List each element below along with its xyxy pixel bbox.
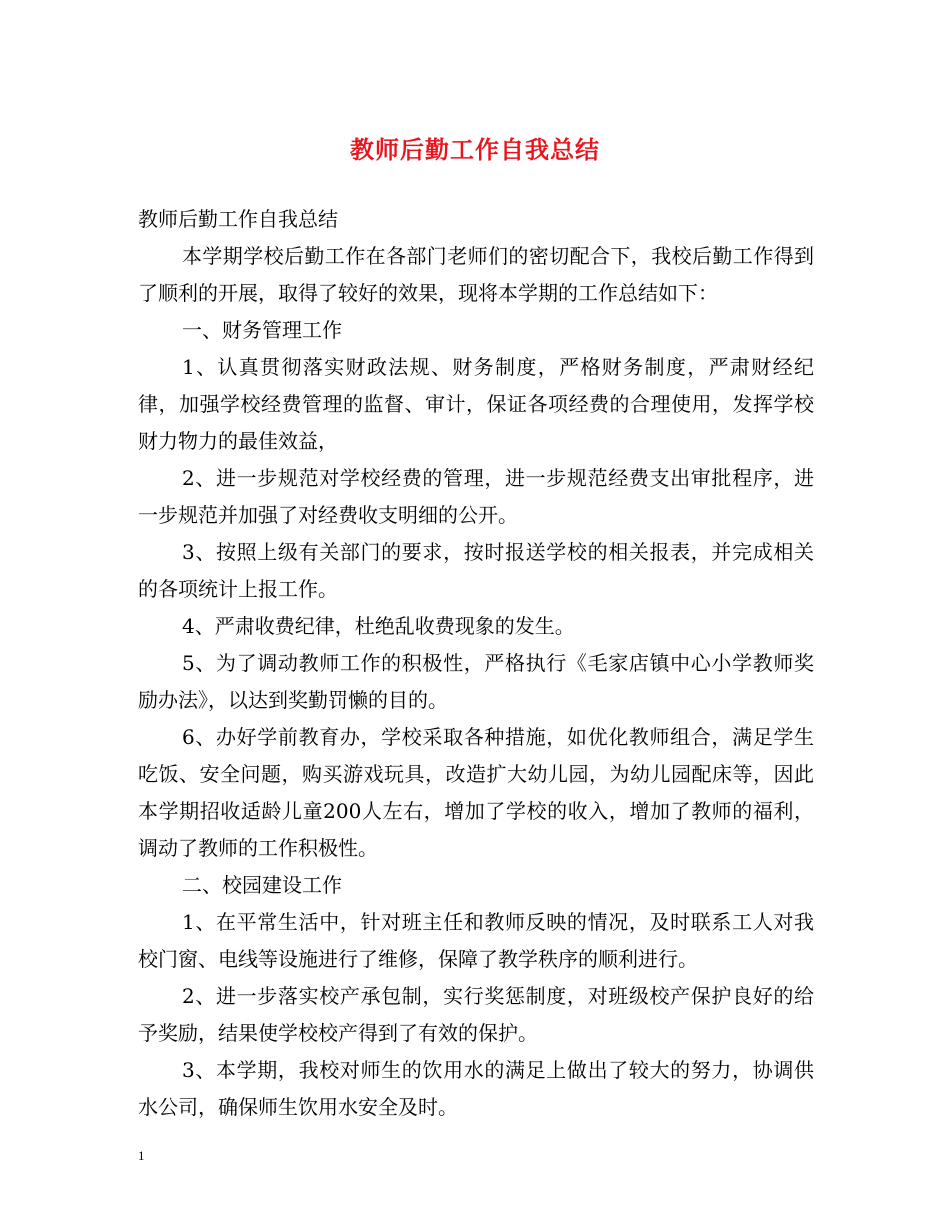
paragraph-campus-3: 3、本学期，我校对师生的饮用水的满足上做出了较大的努力，协调供水公司，确保师生饮用水安全及时。 <box>138 1058 814 1119</box>
paragraph-finance-2: 2、进一步规范对学校经费的管理，进一步规范经费支出审批程序，进一步规范并加强了对经费收支明细的公开。 <box>138 466 814 527</box>
paragraph-finance-5: 5、为了调动教师工作的积极性，严格执行《毛家店镇中心小学教师奖励办法》，以达到奖勤罚懒的目的。 <box>138 651 814 712</box>
document-title: 教师后勤工作自我总结 <box>350 135 600 164</box>
intro-paragraph: 本学期学校后勤工作在各部门老师们的密切配合下，我校后勤工作得到了顺利的开展，取得了较好的效果，现将本学期的工作总结如下： <box>138 244 814 305</box>
paragraph-campus-2: 2、进一步落实校产承包制，实行奖惩制度，对班级校产保护良好的给予奖励，结果使学校校产得到了有效的保护。 <box>138 984 814 1045</box>
paragraph-finance-4: 4、严肃收费纪律，杜绝乱收费现象的发生。 <box>182 614 575 638</box>
section-heading-finance: 一、财务管理工作 <box>182 318 342 342</box>
section-heading-campus: 二、校园建设工作 <box>182 873 342 897</box>
page-number: 1 <box>138 1148 145 1163</box>
paragraph-finance-1: 1、认真贯彻落实财政法规、财务制度，严格财务制度，严肃财经纪律，加强学校经费管理的监督、审计，保证各项经费的合理使用，发挥学校财力物力的最佳效益， <box>138 355 814 453</box>
subtitle-paragraph: 教师后勤工作自我总结 <box>138 207 338 231</box>
paragraph-campus-1: 1、在平常生活中，针对班主任和教师反映的情况，及时联系工人对我校门窗、电线等设施进行了维修，保障了教学秩序的顺利进行。 <box>138 910 814 971</box>
document-body <box>138 201 814 1126</box>
paragraph-finance-3: 3、按照上级有关部门的要求，按时报送学校的相关报表，并完成相关的各项统计上报工作。 <box>138 540 814 601</box>
paragraph-finance-6: 6、办好学前教育办，学校采取各种措施，如优化教师组合，满足学生吃饭、安全问题，购买游戏玩具，改造扩大幼儿园，为幼儿园配床等，因此本学期招收适龄儿童200人左右，增加了学校的收入，增加了教师的福利，调动了教师的工作积极性。 <box>138 725 814 860</box>
